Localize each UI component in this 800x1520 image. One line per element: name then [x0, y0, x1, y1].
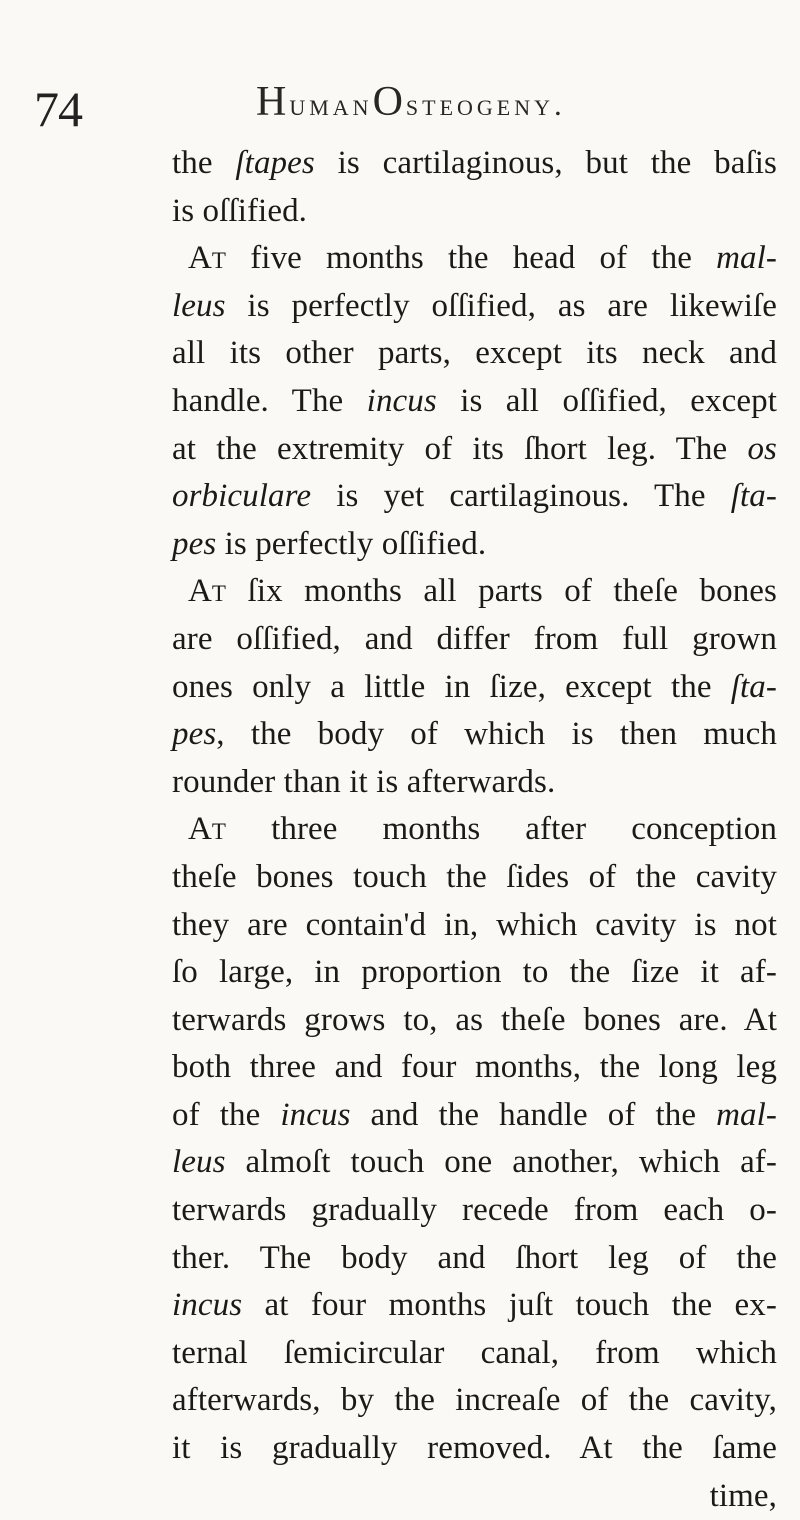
text-line: theſe bones touch the ſides of the cavity — [172, 858, 777, 895]
text-line: leus is perfectly oſſified, as are likewiſe — [172, 287, 777, 324]
text-line: terwards gradually recede from each o- — [172, 1192, 777, 1229]
running-head-uman: uman — [289, 87, 373, 122]
text-line: rounder than it is afterwards. — [172, 763, 556, 800]
text-line: leus almoſt touch one another, which af- — [172, 1144, 777, 1181]
text-line: of the incus and the handle of the mal- — [172, 1096, 777, 1133]
text-line: ther. The body and ſhort leg of the — [172, 1239, 777, 1276]
text-line: incus at four months juſt touch the ex- — [172, 1287, 777, 1324]
text-line: orbiculare is yet cartilaginous. The ſta- — [172, 478, 777, 515]
text-line: handle. The incus is all oſſified, except — [172, 382, 777, 419]
text-line: they are contain'd in, which cavity is not — [172, 906, 777, 943]
text-line: pes, the body of which is then much — [172, 716, 777, 753]
page-number: 74 — [34, 81, 82, 137]
text-line: is oſſified. — [172, 192, 308, 229]
text-line: ſo large, in proportion to the ſize it af- — [172, 954, 777, 991]
text-line: at the extremity of its ſhort leg. The os — [172, 430, 777, 467]
running-head-initial-o: O — [372, 79, 406, 125]
text-line: terwards grows to, as theſe bones are. At — [172, 1001, 777, 1038]
text-line: At five months the head of the mal- — [188, 240, 777, 277]
text-line: are oſſified, and differ from full grown — [172, 620, 777, 657]
text-line: ternal ſemicircular canal, from which — [172, 1334, 777, 1371]
text-line: all its other parts, except its neck and — [172, 335, 777, 372]
running-head-steogeny: steogeny. — [405, 87, 566, 122]
text-line: At ſix months all parts of theſe bones — [188, 573, 777, 610]
text-line: afterwards, by the increaſe of the cavity, — [172, 1382, 777, 1419]
text-line: the ſtapes is cartilaginous, but the baſis — [172, 145, 777, 181]
body-text — [172, 140, 777, 1520]
text-line: it is gradually removed. At the ſame — [172, 1430, 777, 1467]
text-line: both three and four months, the long leg — [172, 1049, 777, 1086]
text-line: ones only a little in ſize, except the ſta- — [172, 668, 777, 705]
running-head — [256, 78, 566, 126]
text-line: At three months after conception — [188, 811, 777, 848]
running-head-initial-h: H — [256, 79, 290, 125]
text-line: pes is perfectly oſſified. — [172, 525, 487, 562]
catchword: time, — [709, 1477, 777, 1514]
